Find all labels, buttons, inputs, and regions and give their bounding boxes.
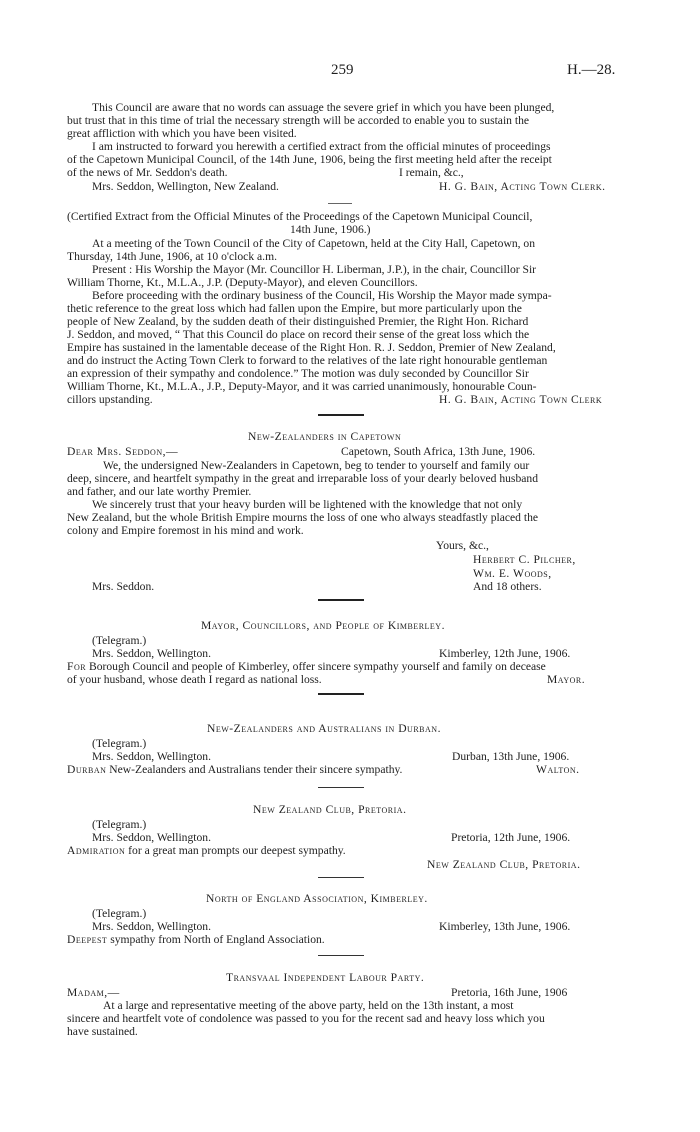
- addressee: Mrs. Seddon, Wellington.: [92, 920, 211, 933]
- place-date: Durban, 13th June, 1906.: [452, 750, 570, 763]
- signatory: And 18 others.: [473, 580, 542, 593]
- text-line: cillors upstanding.: [67, 393, 153, 406]
- page-number: 259: [331, 62, 354, 78]
- divider: [318, 414, 364, 416]
- text-line: and father, and our late worthy Premier.: [67, 485, 252, 498]
- lead-word: Deepest: [67, 933, 108, 946]
- place-date: Pretoria, 12th June, 1906.: [451, 831, 571, 844]
- divider: [318, 955, 364, 956]
- place-date: Pretoria, 16th June, 1906: [451, 986, 568, 999]
- section-title: Transvaal Independent Labour Party.: [226, 971, 425, 984]
- signatory: Wm. E. Woods,: [473, 567, 552, 580]
- divider: [318, 787, 364, 788]
- telegram-label: (Telegram.): [92, 737, 147, 750]
- divider: [318, 877, 364, 878]
- text-line: sincere and heartfelt vote of condolence was passed to you for the recent sad and heavy loss which you: [67, 1012, 545, 1025]
- text-line: colony and Empire foremost in his mind and work.: [67, 524, 304, 537]
- text-line: New Zealand, but the whole British Empire mourns the loss of one who always steadfastly placed the: [67, 511, 539, 524]
- text-line: but trust that in this time of trial the necessary strength will be accorded to enable you to sustain the: [67, 114, 530, 127]
- closing: Yours, &c.,: [436, 539, 489, 552]
- divider: [318, 693, 364, 695]
- text-line: We sincerely trust that your heavy burden will be lightened with the knowledge that not only: [92, 498, 523, 511]
- text-line: and do instruct the Acting Town Clerk to forward to the relatives of the late right honourable gentleman: [67, 354, 548, 367]
- text-line: We, the undersigned New-Zealanders in Capetown, beg to tender to yourself and family our: [103, 459, 530, 472]
- place-date: Kimberley, 13th June, 1906.: [439, 920, 571, 933]
- text-line: of the news of Mr. Seddon's death.: [67, 166, 228, 179]
- text-line: Before proceeding with the ordinary business of the Council, His Worship the Mayor made sympa-: [92, 289, 552, 302]
- addressee: Mrs. Seddon, Wellington.: [92, 831, 211, 844]
- addressee: Mrs. Seddon.: [92, 580, 155, 593]
- addressee: Mrs. Seddon, Wellington, New Zealand.: [92, 180, 279, 193]
- signature: H. G. Bain, Acting Town Clerk: [439, 393, 603, 406]
- document-reference: H.—28.: [567, 62, 616, 78]
- text-line: deep, sincere, and heartfelt sympathy in the great and irreparable loss of your dearly beloved husband: [67, 472, 538, 485]
- lead-word: Durban: [67, 763, 107, 776]
- text-line: I am instructed to forward you herewith a certified extract from the official minutes of proceedings: [92, 140, 551, 153]
- section-title: North of England Association, Kimberley.: [206, 892, 428, 905]
- salutation: Dear Mrs. Seddon,—: [67, 445, 179, 458]
- section-title: New-Zealanders and Australians in Durban.: [207, 722, 441, 735]
- signature: H. G. Bain, Acting Town Clerk.: [439, 180, 606, 193]
- body-text: for a great man prompts our deepest sympathy.: [125, 844, 346, 857]
- extract-heading: (Certified Extract from the Official Minutes of the Proceedings of the Capetown Municipal Council,: [67, 210, 533, 223]
- telegram-label: (Telegram.): [92, 907, 147, 920]
- section-title: New Zealand Club, Pretoria.: [253, 803, 407, 816]
- signature: New Zealand Club, Pretoria.: [427, 858, 581, 871]
- text-line: Empire has sustained in the lamentable decease of the Right Hon. R. J. Seddon, Premier of New Zealand,: [67, 341, 556, 354]
- telegram-label: (Telegram.): [92, 818, 147, 831]
- signatory: Herbert C. Pilcher,: [473, 553, 576, 566]
- text-line: Thursday, 14th June, 1906, at 10 o'clock a.m.: [67, 250, 277, 263]
- body-text: Borough Council and people of Kimberley, offer sincere sympathy yourself and family on decease: [86, 660, 546, 673]
- text-line: At a meeting of the Town Council of the City of Capetown, held at the City Hall, Capetown, on: [92, 237, 536, 250]
- text-line: William Thorne, Kt., M.L.A., J.P. (Deputy-Mayor), and eleven Councillors.: [67, 276, 418, 289]
- place-date: Kimberley, 12th June, 1906.: [439, 647, 571, 660]
- text-line: people of New Zealand, by the sudden death of their distinguished Premier, the Right Hon. Richard: [67, 315, 529, 328]
- divider: [328, 203, 352, 204]
- body-text: New-Zealanders and Australians tender their sincere sympathy.: [106, 763, 403, 776]
- text-line: of the Capetown Municipal Council, of the 14th June, 1906, being the first meeting held after the receipt: [67, 153, 552, 166]
- text-line: thetic reference to the great loss which had fallen upon the Empire, but more particularly upon the: [67, 302, 522, 315]
- text-line: [67, 763, 402, 776]
- text-line: [67, 933, 325, 946]
- place-date: Capetown, South Africa, 13th June, 1906.: [341, 445, 536, 458]
- text-line: Present : His Worship the Mayor (Mr. Councillor H. Liberman, J.P.), in the chair, Councillor Sir: [92, 263, 537, 276]
- extract-heading-date: 14th June, 1906.): [290, 223, 371, 236]
- closing: I remain, &c.,: [399, 166, 464, 179]
- text-line: [67, 660, 546, 673]
- text-line: William Thorne, Kt., M.L.A., J.P., Deputy-Mayor, and it was carried unanimously, honourable Coun-: [67, 380, 537, 393]
- text-line: have sustained.: [67, 1025, 138, 1038]
- text-line: At a large and representative meeting of the above party, held on the 13th instant, a most: [103, 999, 514, 1012]
- text-line: J. Seddon, and moved, “ That this Council do place on record their sense of the great loss which the: [67, 328, 530, 341]
- divider: [318, 599, 364, 601]
- salutation: Madam,—: [67, 986, 120, 999]
- text-line: an expression of their sympathy and condolence.” The motion was duly seconded by Councillor Sir: [67, 367, 529, 380]
- lead-word: Admiration: [67, 844, 126, 857]
- lead-word: For: [67, 660, 87, 673]
- text-line: great affliction with which you have been visited.: [67, 127, 297, 140]
- body-text: sympathy from North of England Association.: [107, 933, 325, 946]
- addressee: Mrs. Seddon, Wellington.: [92, 750, 211, 763]
- signature: Walton.: [536, 763, 580, 776]
- text-line: This Council are aware that no words can assuage the severe grief in which you have been plunged,: [92, 101, 555, 114]
- addressee: Mrs. Seddon, Wellington.: [92, 647, 211, 660]
- text-line: [67, 844, 346, 857]
- signature: Mayor.: [547, 673, 586, 686]
- text-line: of your husband, whose death I regard as national loss.: [67, 673, 322, 686]
- section-title: Mayor, Councillors, and People of Kimberley.: [201, 619, 445, 632]
- telegram-label: (Telegram.): [92, 634, 147, 647]
- section-title: New-Zealanders in Capetown: [248, 430, 402, 443]
